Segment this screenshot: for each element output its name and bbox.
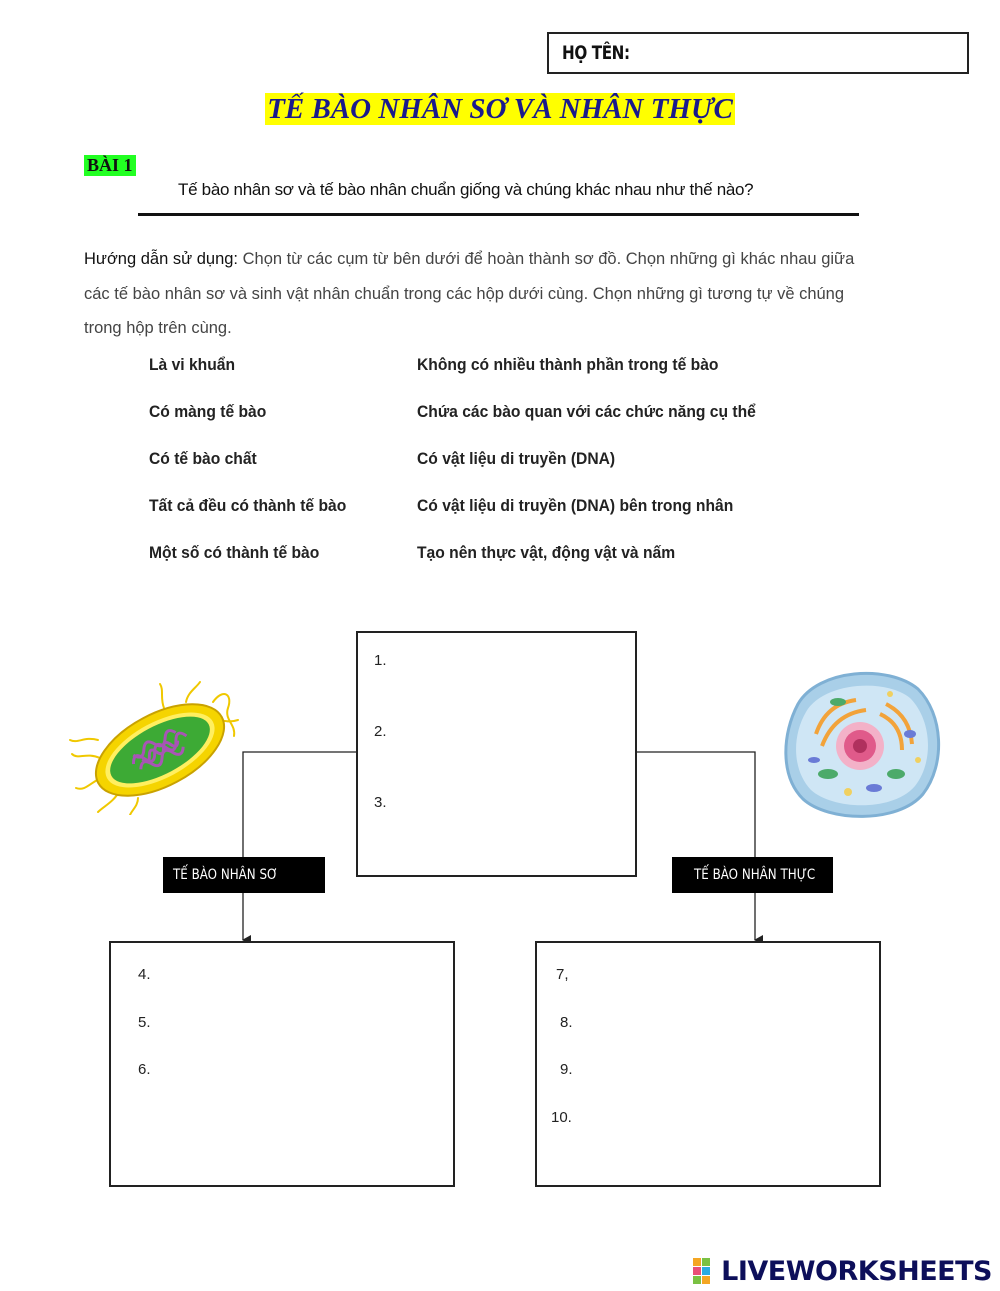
logo-blocks-icon	[693, 1258, 719, 1284]
exercise-label: BÀI 1	[84, 155, 136, 176]
bacterium-illustration	[68, 680, 240, 815]
phrase-right: Có vật liệu di truyền (DNA)	[417, 449, 616, 468]
phrase-right: Chứa các bào quan với các chức năng cụ thể	[417, 402, 756, 421]
eukaryotic-cell-illustration	[778, 664, 944, 824]
prokaryote-box[interactable]	[109, 941, 455, 1187]
answer-slot-number: 5.	[138, 1014, 151, 1031]
eukaryote-label	[672, 857, 833, 893]
phrase-left: Tất cả đều có thành tế bào	[149, 496, 347, 515]
answer-slot-number: 3.	[374, 794, 387, 811]
instructions-lead: Hướng dẫn sử dụng:	[84, 250, 239, 268]
answer-slot-number: 8.	[560, 1014, 573, 1031]
instructions-text-1: Chọn từ các cụm từ bên dưới để hoàn thành sơ đồ. Chọn những gì khác nhau giữa	[238, 250, 855, 268]
prokaryote-label	[163, 857, 325, 893]
phrase-left: Có tế bào chất	[149, 449, 257, 468]
phrase-left: Là vi khuẩn	[149, 355, 236, 374]
answer-slot-number: 2.	[374, 723, 387, 740]
instructions-line-2: các tế bào nhân sơ và sinh vật nhân chuẩn trong các hộp dưới cùng. Chọn những gì tương tự về chúng	[84, 285, 845, 303]
answer-slot-number: 6.	[138, 1061, 151, 1078]
logo-text: LIVEWORKSHEETS	[721, 1256, 992, 1287]
phrase-right: Có vật liệu di truyền (DNA) bên trong nhân	[417, 496, 734, 515]
phrase-left: Một số có thành tế bào	[149, 543, 320, 562]
answer-slot-number: 4.	[138, 966, 151, 983]
phrase-right: Không có nhiều thành phần trong tế bào	[417, 355, 719, 374]
exercise-question: Tế bào nhân sơ và tế bào nhân chuẩn giống và chúng khác nhau như thế nào?	[178, 180, 754, 199]
phrase-left: Có màng tế bào	[149, 402, 267, 421]
phrase-right: Tạo nên thực vật, động vật và nấm	[417, 543, 676, 562]
answer-slot-number: 1.	[374, 652, 387, 669]
name-label: HỌ TÊN:	[562, 42, 630, 64]
page-title-text: TẾ BÀO NHÂN SƠ VÀ NHÂN THỰC	[267, 93, 733, 125]
answer-slot-number: 7,	[556, 966, 569, 983]
eukaryote-label-text: TẾ BÀO NHÂN THỰC	[694, 867, 816, 883]
eukaryote-box[interactable]	[535, 941, 881, 1187]
liveworksheets-logo	[693, 1256, 992, 1287]
similarities-box[interactable]	[356, 631, 637, 877]
prokaryote-label-text: TẾ BÀO NHÂN SƠ	[173, 867, 278, 883]
answer-slot-number: 9.	[560, 1061, 573, 1078]
instructions-line-3: trong hộp trên cùng.	[84, 319, 232, 337]
answer-slot-number: 10.	[551, 1109, 572, 1126]
